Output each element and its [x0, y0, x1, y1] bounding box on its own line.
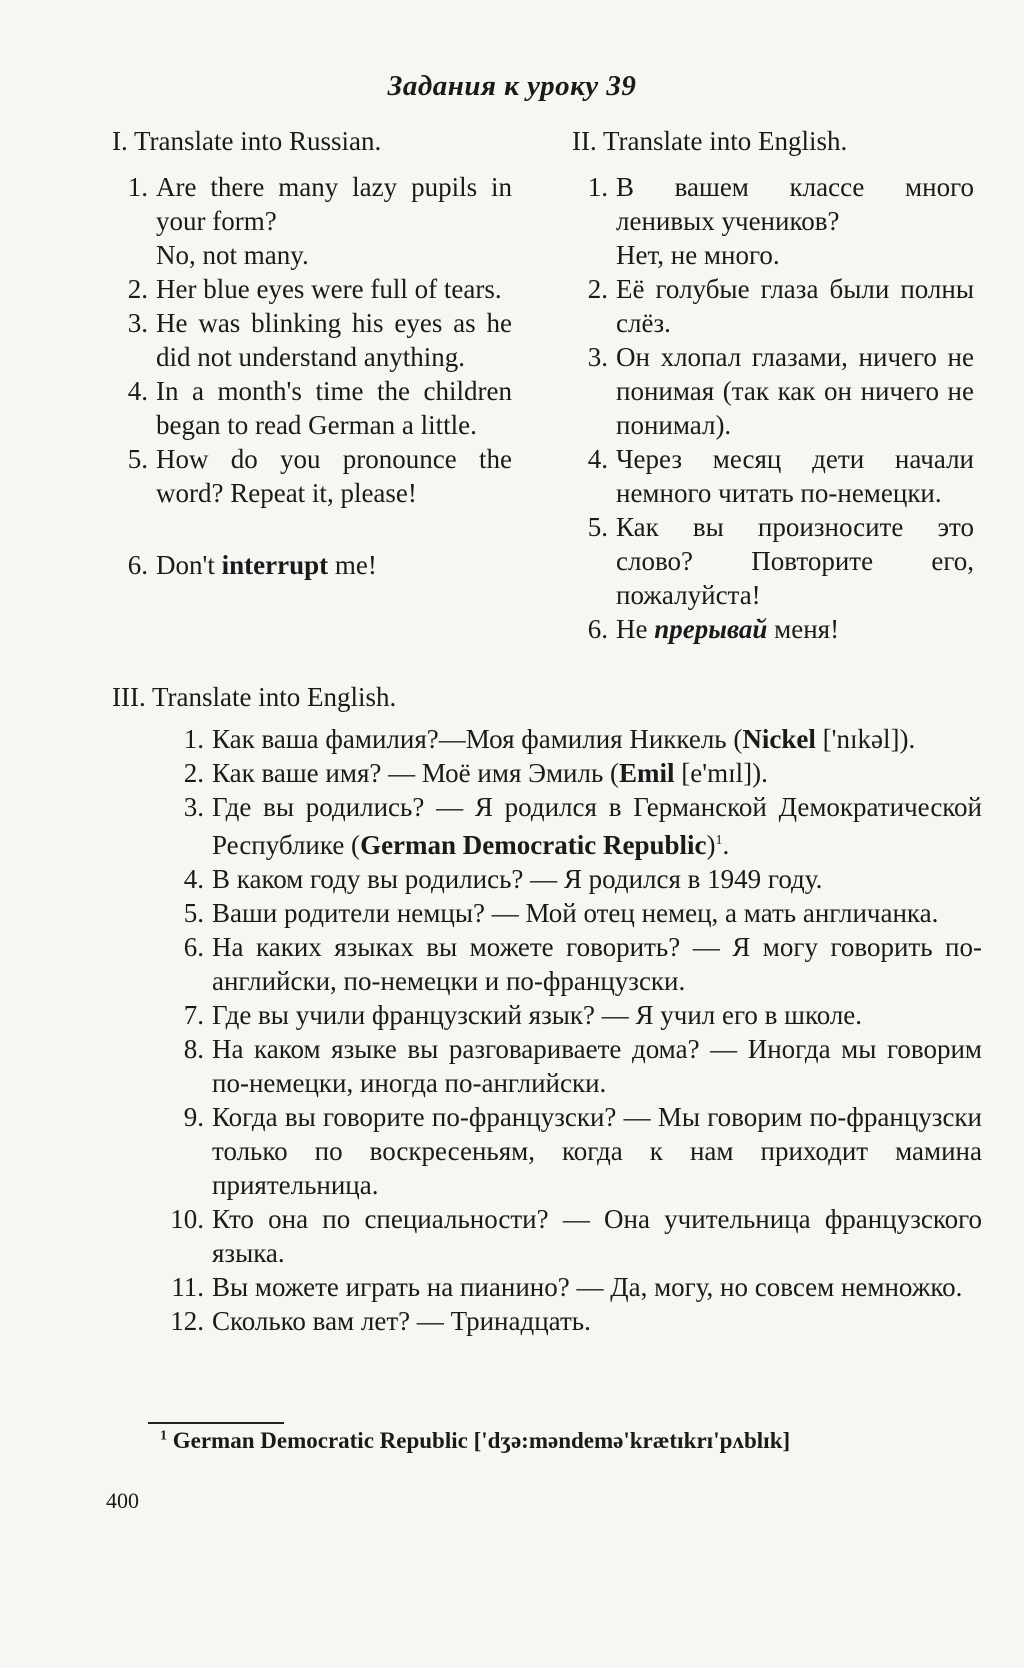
item-text: Вы можете играть на пианино? — Да, могу, но совсем немножко.: [212, 1272, 963, 1302]
item-text: Нет, не много.: [616, 240, 780, 270]
item-number: 8.: [183, 1034, 204, 1064]
item-number: 6.: [587, 614, 608, 644]
item-text: Когда вы говорите по-французски? — Мы говорим по-французски только по воскресеньям, когда к нам приходит мамина приятельница.: [212, 1102, 982, 1200]
item-text: [212, 790, 982, 862]
item-text-part: [e'mɪl]).: [674, 758, 768, 788]
item-number: 5.: [587, 512, 608, 542]
list-item: [160, 1202, 982, 1270]
footnote-divider: [148, 1422, 284, 1424]
bold-word: German Democratic Republic: [360, 830, 707, 860]
item-text: На каком языке вы разговариваете дома? — Иногда мы говорим по-немецки, иногда по-английски.: [212, 1034, 982, 1098]
item-text-part: Где вы родились? — Я родился в Германской Демократической Республике (: [212, 792, 982, 860]
item-number: 3.: [183, 792, 204, 822]
list-item: [160, 1032, 982, 1100]
page-number: 400: [106, 1488, 139, 1513]
item-number: 2.: [127, 274, 148, 304]
item-text-part: me!: [328, 550, 377, 580]
item-number: 10.: [170, 1204, 204, 1234]
item-text: Are there many lazy pupils in your form?: [156, 172, 512, 236]
list-item: [112, 272, 512, 306]
item-number: 6.: [127, 550, 148, 580]
item-number: 4.: [183, 864, 204, 894]
item-text-part: .: [722, 830, 730, 860]
page-title: Задания к уроку 39: [387, 70, 637, 102]
list-item: [160, 1304, 982, 1338]
item-text-part: ['nɪkəl]).: [815, 724, 916, 754]
list-item: [160, 1270, 982, 1304]
list-item: [112, 306, 512, 374]
list-item: [572, 340, 974, 442]
item-number: 2.: [183, 758, 204, 788]
item-number: 5.: [183, 898, 204, 928]
list-item: [160, 930, 982, 998]
section-2-heading: II. Translate into English.: [572, 126, 848, 156]
item-number: 1.: [587, 172, 608, 202]
item-text-part: Как ваше имя? — Моё имя Эмиль (: [212, 758, 620, 788]
bold-word: Nickel: [742, 724, 816, 754]
item-text: He was blinking his eyes as he did not understand anything.: [156, 308, 512, 372]
item-number: [112, 238, 156, 272]
item-text: Сколько вам лет? — Тринадцать.: [212, 1306, 591, 1336]
item-number: 2.: [587, 274, 608, 304]
item-number: 9.: [183, 1102, 204, 1132]
item-number: 11.: [171, 1272, 204, 1302]
item-number: 7.: [183, 1000, 204, 1030]
item-number: 4.: [127, 376, 148, 406]
list-item: [160, 998, 982, 1032]
item-text: [156, 548, 512, 582]
footnote-text: German Democratic Republic ['dʒə:məndemə'krætɪkrɪ'pʌblɪk]: [172, 1428, 791, 1453]
list-item: [572, 170, 974, 238]
item-text: Он хлопал глазами, ничего не понимая (так как он ничего не понимал).: [616, 342, 974, 440]
item-number: 3.: [587, 342, 608, 372]
item-text: Her blue eyes were full of tears.: [156, 274, 502, 304]
item-number: 3.: [127, 308, 148, 338]
item-number: 5.: [127, 444, 148, 474]
list-item: [112, 548, 512, 582]
item-text: Как вы произносите это слово? Повторите его, пожалуйста!: [616, 512, 974, 610]
item-text: В каком году вы родились? — Я родился в 1949 году.: [212, 864, 823, 894]
item-text-part: меня!: [767, 614, 840, 644]
list-item: [112, 374, 512, 442]
item-text: No, not many.: [156, 240, 309, 270]
item-text: [616, 612, 974, 646]
list-item: [572, 272, 974, 340]
list-item: [160, 896, 982, 930]
item-text: Через месяц дети начали немного читать по-немецки.: [616, 444, 974, 508]
item-text: In a month's time the children began to read German a little.: [156, 376, 512, 440]
list-item: [572, 612, 974, 646]
list-item: [572, 238, 974, 272]
item-text: Кто она по специальности? — Она учительница французского языка.: [212, 1204, 982, 1268]
item-text: [212, 722, 982, 756]
section-3-heading: III. Translate into English.: [112, 682, 397, 712]
list-item: [160, 1100, 982, 1202]
bold-word: interrupt: [221, 550, 329, 580]
item-number: 4.: [587, 444, 608, 474]
item-text: На каких языках вы можете говорить? — Я могу говорить по-английски, по-немецки и по-французски.: [212, 932, 982, 996]
item-text: [212, 756, 982, 790]
list-item: [160, 790, 982, 862]
list-item: [160, 722, 982, 756]
bold-word: Emil: [619, 758, 675, 788]
item-text: Где вы учили французский язык? — Я учил его в школе.: [212, 1000, 863, 1030]
footnote-mark: 1: [160, 1428, 167, 1444]
section-3-list: [160, 722, 982, 1338]
list-item: [160, 862, 982, 896]
section-2: [572, 124, 974, 646]
section-1-heading: I. Translate into Russian.: [112, 126, 382, 156]
item-number: 1.: [183, 724, 204, 754]
item-text-part: ): [706, 830, 716, 860]
footnote: [160, 1428, 790, 1454]
list-item: [112, 442, 512, 510]
item-number: 1.: [127, 172, 148, 202]
item-text: Ваши родители немцы? — Мой отец немец, а мать англичанка.: [212, 898, 939, 928]
item-text: В вашем классе много ленивых учеников?: [616, 172, 974, 236]
item-text-part: Don't: [156, 550, 222, 580]
list-item: [112, 238, 512, 272]
section-1: [112, 124, 512, 582]
list-item: [112, 170, 512, 238]
item-number: [572, 238, 616, 272]
list-item: [572, 442, 974, 510]
footnote-ref: 1: [715, 833, 723, 848]
item-text: How do you pronounce the word? Repeat it, please!: [156, 444, 512, 508]
list-item: [572, 510, 974, 612]
item-text: Её голубые глаза были полны слёз.: [616, 274, 974, 338]
section-3: [112, 680, 982, 1338]
item-text-part: Не: [616, 614, 655, 644]
item-text-part: Как ваша фамилия?—Моя фамилия Никкель (: [212, 724, 743, 754]
list-item: [160, 756, 982, 790]
item-number: 6.: [183, 932, 204, 962]
item-number: 12.: [170, 1306, 204, 1336]
bold-italic-word: прерывай: [654, 614, 768, 644]
